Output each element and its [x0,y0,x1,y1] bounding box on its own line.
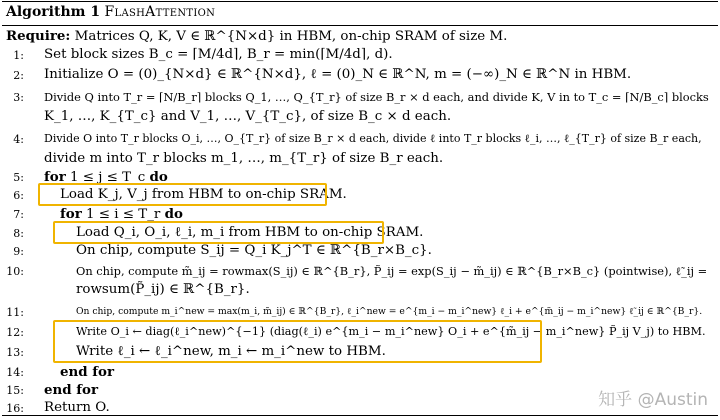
keyword: for [44,169,66,185]
line-content [60,186,347,204]
line-number: 5: [13,171,24,184]
line-text: Write O_i ← diag(ℓ_i^new)^{−1} (diag(ℓ_i) e^{m_i − m_i^new} O_i + e^{m̃_ij − m_i^new} P̃_ij V_j) to HBM. [76,325,706,338]
line-text: Return O. [44,400,110,415]
line-text: On chip, compute m̃_ij = rowmax(S_ij) ∈ ℝ^{B_r}, P̃_ij = exp(S_ij − m̃_ij) ∈ ℝ^{B_r×B_c} (pointwise), ℓ̃_ij = [76,264,708,278]
algorithm-line [0,66,720,84]
keyword: for [60,206,82,222]
title-rule [2,25,718,26]
line-content [76,262,707,280]
line-text: Load Q_i, O_i, ℓ_i, m_i from HBM to on-chip SRAM. [76,225,424,240]
line-number: 7: [13,208,24,221]
line-content [60,205,183,224]
line-content [44,381,98,400]
line-number: 4: [13,133,24,146]
line-text: rowsum(P̃_ij) ∈ ℝ^{B_r}. [76,282,250,297]
algorithm-line [0,108,720,126]
algorithm-line [0,88,720,106]
require-line [6,28,507,44]
algorithm-title [6,4,215,20]
line-content [44,168,168,187]
keyword: do [149,169,168,185]
algorithm-line [0,363,720,381]
line-text: divide m into T_r blocks m_1, …, m_{T_r} of size B_r each. [44,151,444,166]
line-number: 15: [6,384,24,397]
line-content [44,46,393,64]
line-number: 10: [6,265,24,278]
algorithm-line [0,130,720,148]
line-number: 13: [6,346,24,359]
line-text: Load K_j, V_j from HBM to on-chip SRAM. [60,187,347,202]
algorithm-line [0,323,720,341]
line-text: 1 ≤ j ≤ T_c [70,170,146,185]
bottom-rule [2,415,718,416]
algorithm-line [0,150,720,168]
line-text: Initialize O = (0)_{N×d} ∈ ℝ^{N×d}, ℓ = (0)_N ∈ ℝ^N, m = (−∞)_N ∈ ℝ^N in HBM. [44,67,632,82]
line-content [60,363,114,382]
line-content [76,323,706,341]
algorithm-line [0,224,720,242]
algorithm-line [0,281,720,299]
line-number: 8: [13,227,24,240]
line-content [44,66,631,84]
line-content [76,303,702,321]
algorithm-line [0,205,720,223]
algorithm-label: Algorithm 1 [6,4,101,20]
line-text: On chip, compute m_i^new = max(m_i, m̃_ij) ∈ ℝ^{B_r}, ℓ_i^new = e^{m_i − m_i^new} ℓ_i + e^{m̃_ij − m_i^new} ℓ̃_ij ∈ ℝ^{B_r}. [76,306,703,317]
line-number: 16: [6,402,24,415]
line-number: 9: [13,245,24,258]
line-content [76,281,250,299]
line-text: K_1, …, K_{T_c} and V_1, …, V_{T_c}, of size B_c × d each. [44,109,452,124]
keyword: end for [44,382,99,398]
line-content [76,242,432,260]
line-text: Write ℓ_i ← ℓ_i^new, m_i ← m_i^new to HBM. [76,344,386,359]
algorithm-line [0,186,720,204]
algorithm-line [0,343,720,361]
line-text: 1 ≤ i ≤ T_r [86,207,161,222]
algorithm-line [0,303,720,321]
line-content [44,88,709,106]
line-text: Divide Q into T_r = ⌈N/B_r⌉ blocks Q_1, …, Q_{T_r} of size B_r × d each, and divide K, V in to T_c = ⌈N/B_c⌉ blocks [44,90,709,104]
line-number: 11: [6,306,24,319]
keyword: do [164,206,183,222]
algorithm-line [0,242,720,260]
require-text: Matrices Q, K, V ∈ ℝ^{N×d} in HBM, on-chip SRAM of size M. [74,29,508,44]
top-rule [2,1,718,2]
line-number: 1: [13,49,24,62]
algorithm-line [0,168,720,186]
keyword: end for [60,364,115,380]
require-label: Require: [6,28,71,44]
algorithm-line [0,46,720,64]
watermark: 知乎 @Austin [598,390,708,410]
line-number: 14: [6,366,24,379]
line-content [76,224,423,242]
algorithm-line [0,262,720,280]
algorithm-name: FlashAttention [104,4,216,20]
line-number: 12: [6,326,24,339]
line-content [44,130,702,148]
line-number: 6: [13,189,24,202]
line-number: 3: [13,91,24,104]
line-content [44,108,451,126]
line-content [76,343,386,361]
line-text: On chip, compute S_ij = Q_i K_j^T ∈ ℝ^{B_r×B_c}. [76,243,432,258]
line-text: Set block sizes B_c = ⌈M/4d⌉, B_r = min(⌈M/4d⌉, d). [44,47,393,62]
line-content [44,150,443,168]
line-text: Divide O into T_r blocks O_i, …, O_{T_r} of size B_r × d each, divide ℓ into T_r blocks ℓ_i, …, ℓ_{T_r} of size B_r each, [44,132,702,145]
line-number: 2: [13,69,24,82]
